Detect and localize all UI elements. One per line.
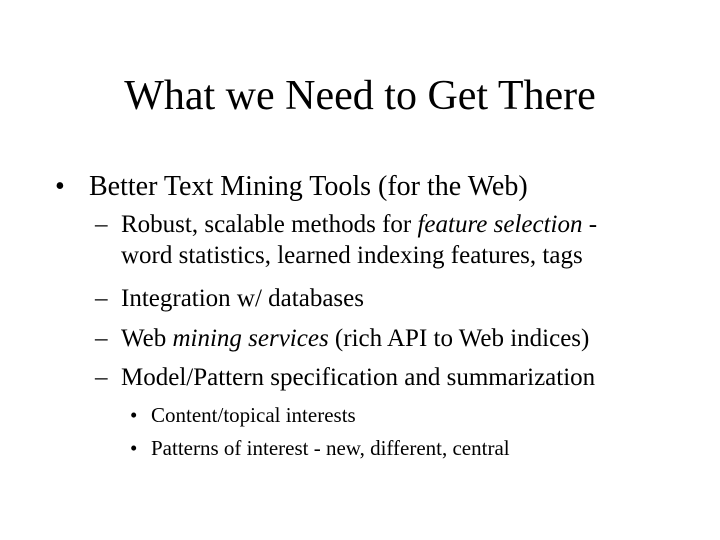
emphasized-text: feature selection — [417, 211, 583, 238]
sub-sub-bullet-text: Patterns of interest - new, different, central — [151, 436, 510, 460]
slide-title: What we Need to Get There — [124, 73, 596, 119]
sub-bullet-text — [121, 209, 597, 240]
sub-bullet-text — [121, 323, 589, 354]
sub-sub-bullet-text: Content/topical interests — [151, 403, 356, 427]
emphasized-text: mining services — [172, 325, 329, 352]
sub-bullet-text-line2: word statistics, learned indexing features, tags — [121, 242, 583, 269]
sub-bullet-text: Model/Pattern specification and summarization — [121, 364, 596, 391]
bullet-marker: • — [130, 403, 138, 427]
text-segment: Web — [121, 325, 173, 352]
dash-marker: – — [95, 325, 108, 352]
bullet-marker: • — [55, 171, 65, 202]
sub-bullet-text: Integration w/ databases — [121, 285, 364, 312]
bullet-marker: • — [130, 436, 138, 460]
dash-marker: – — [95, 364, 108, 391]
text-segment: - — [582, 211, 598, 238]
dash-marker: – — [95, 285, 108, 312]
dash-marker: – — [95, 211, 108, 238]
bullet-text: Better Text Mining Tools (for the Web) — [89, 171, 528, 202]
text-segment: Robust, scalable methods for — [121, 211, 418, 238]
text-segment: (rich API to Web indices) — [328, 325, 590, 352]
